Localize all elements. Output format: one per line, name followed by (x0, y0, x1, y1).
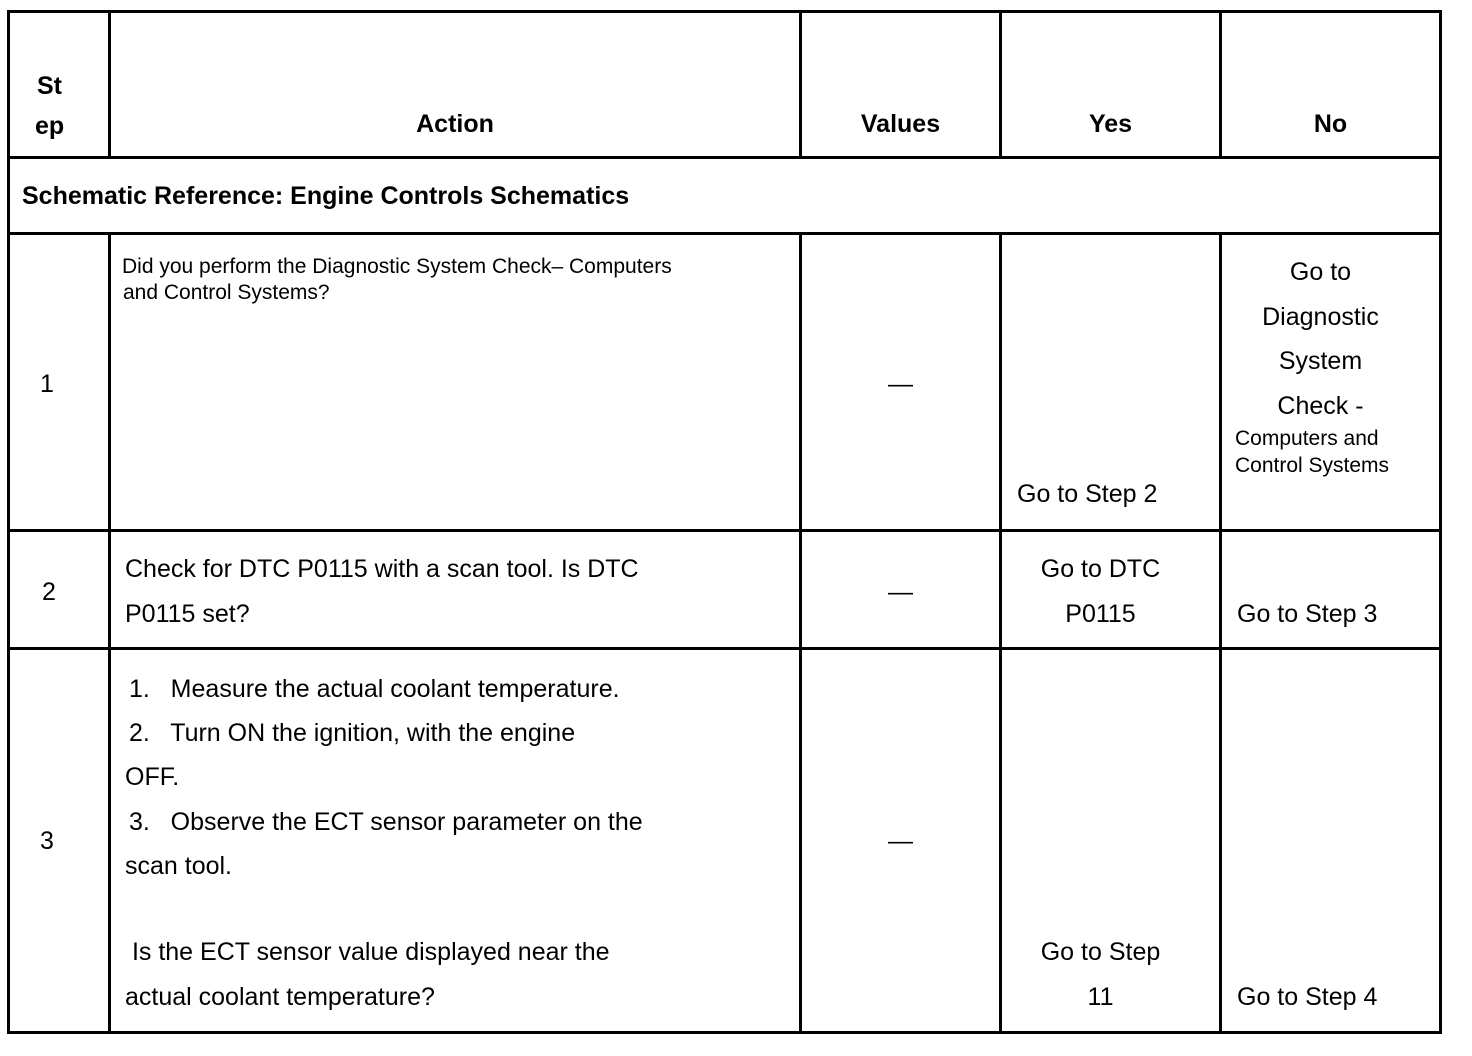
row1-no-line3: System (1278, 347, 1363, 375)
row1-step: 1 (40, 370, 54, 398)
row3-values: — (888, 827, 913, 855)
row3-action-line6: Is the ECT sensor value displayed near the (125, 938, 610, 966)
row1-no-line6: Control Systems (1235, 454, 1390, 477)
table-border-bottom (7, 1031, 1442, 1034)
row3-step: 3 (40, 827, 54, 855)
row3-action-line7: actual coolant temperature? (125, 983, 435, 1011)
header-step-line1: St (37, 72, 62, 100)
row2-yes-line2: P0115 (1065, 600, 1136, 628)
header-action: Action (416, 110, 494, 138)
schematic-reference: Schematic Reference: Engine Controls Schematics (22, 182, 630, 210)
row1-action-line1: Did you perform the Diagnostic System Check– Computers (122, 255, 672, 278)
row2-yes-line1: Go to DTC (1040, 555, 1161, 583)
row1-action-line2: and Control Systems? (123, 281, 330, 304)
row1-no-line4: Check - (1277, 392, 1364, 420)
row2-step: 2 (42, 578, 56, 606)
table-border-top (7, 10, 1442, 13)
row3-no: Go to Step 4 (1237, 983, 1378, 1011)
row1-yes: Go to Step 2 (1017, 480, 1158, 508)
row3-action-line4: 3. Observe the ECT sensor parameter on the (129, 808, 643, 836)
row1-no-line2: Diagnostic (1262, 303, 1379, 331)
col-divider-values (999, 232, 1002, 1034)
row3-action-line1: 1. Measure the actual coolant temperature. (129, 675, 620, 703)
row3-action-line2: 2. Turn ON the ignition, with the engine (129, 719, 576, 747)
row2-action-line2: P0115 set? (125, 600, 250, 628)
table-border-left (7, 10, 10, 1034)
row1-no-line1: Go to (1289, 258, 1352, 286)
row3-action-line5: scan tool. (125, 852, 233, 880)
col-divider-step (108, 232, 111, 1034)
header-values: Values (860, 110, 941, 138)
schematic-divider (7, 232, 1442, 235)
row2-divider (7, 647, 1442, 650)
row3-action-line3: OFF. (125, 763, 180, 791)
row2-no: Go to Step 3 (1237, 600, 1378, 628)
row3-yes-line1: Go to Step (1040, 938, 1161, 966)
header-step-line2: ep (35, 112, 65, 140)
col-divider-action (799, 232, 802, 1034)
row1-no-line5: Computers and (1235, 427, 1379, 450)
row1-divider (7, 529, 1442, 532)
diagnostic-table (7, 10, 1442, 1034)
header-divider (7, 156, 1442, 159)
table-border-right (1439, 10, 1442, 1034)
header-no: No (1313, 110, 1348, 138)
header-yes: Yes (1088, 110, 1133, 138)
row2-action-line1: Check for DTC P0115 with a scan tool. Is DTC (125, 555, 639, 583)
row2-values: — (888, 578, 913, 606)
row1-values: — (888, 370, 913, 398)
row3-yes-line2: 11 (1087, 983, 1114, 1011)
